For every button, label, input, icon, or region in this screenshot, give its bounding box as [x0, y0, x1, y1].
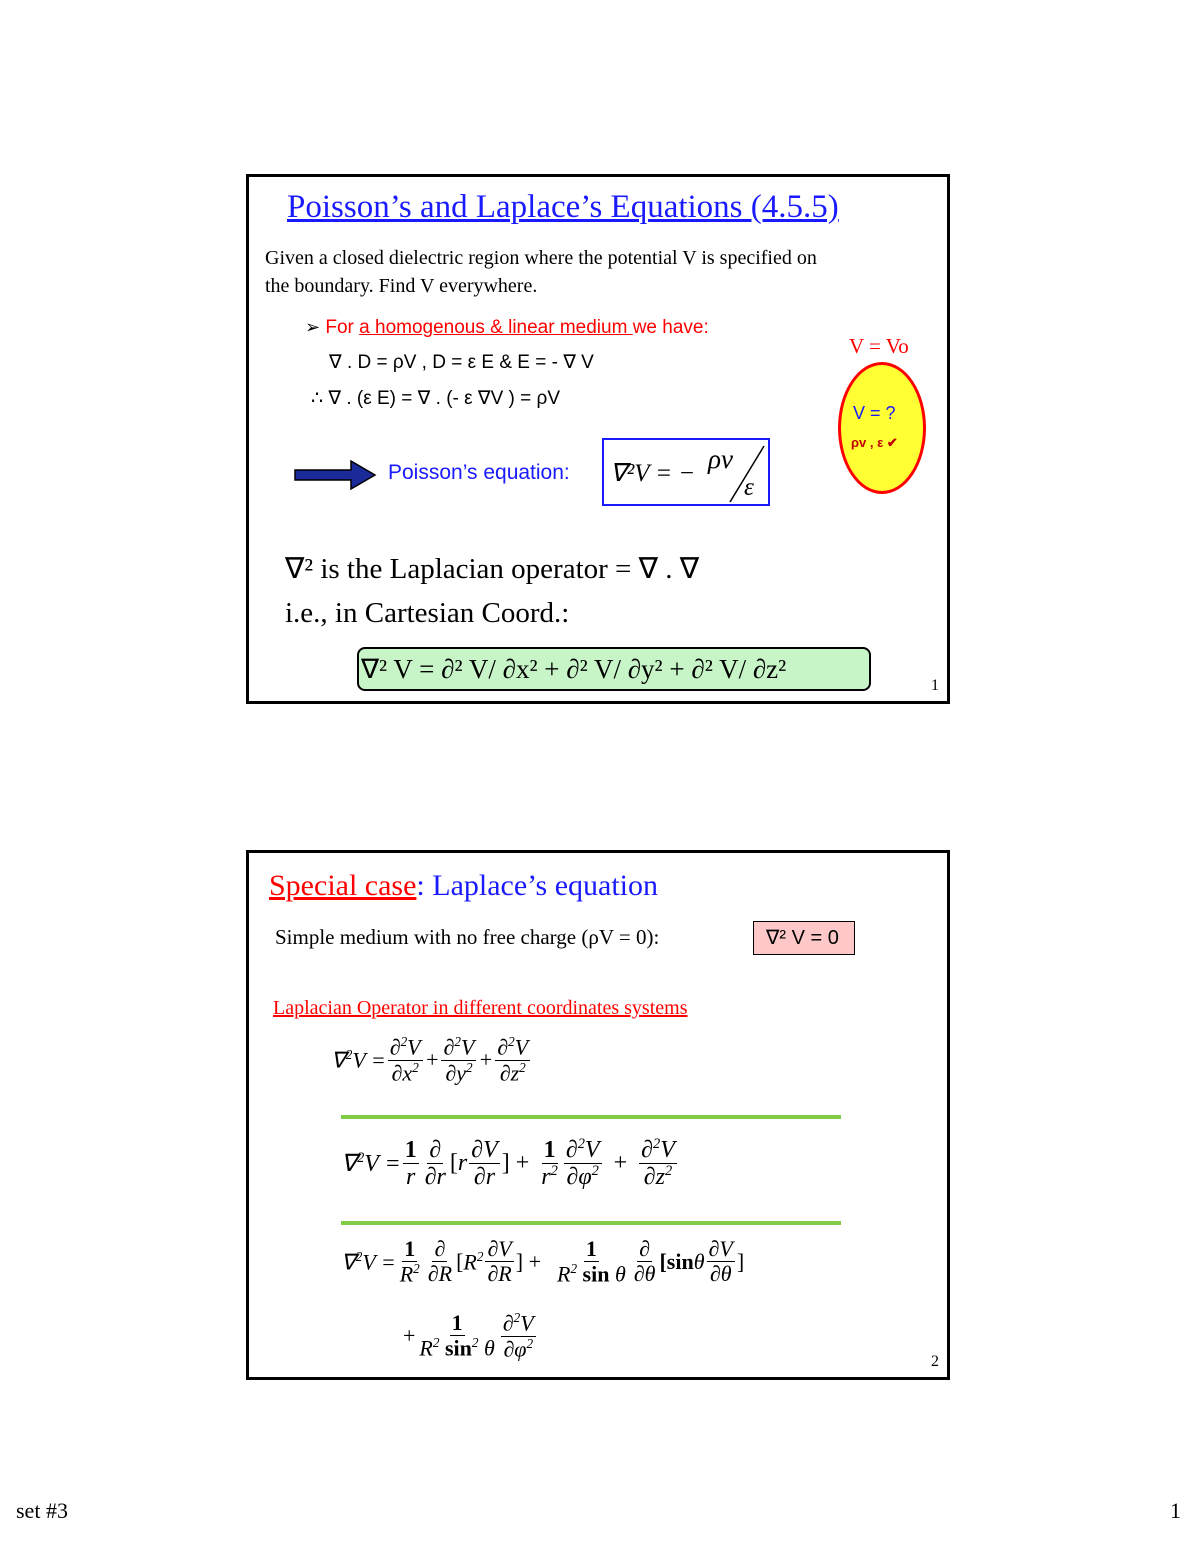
footer-set-label: set #3: [16, 1498, 68, 1523]
spherical-laplacian-line-1: ∇$^2$V = $\frac{1}{R^2}$ $\frac{\partial}{\partial R}$ [ $R^2$ $\frac{\partial V}{\partial R}$ ] + $\frac{1}{R^2 \sin \theta}$ $\frac{\partial}{\partial\theta}$ [sin θ $\frac{\partial V}{\partial\theta}$ ]: [341, 1236, 745, 1287]
slide-2-number: 2: [931, 1353, 939, 1370]
laplace-equation-box: ∇² V = 0: [753, 921, 855, 955]
simple-medium-text: Simple medium with no free charge (ρV = 0):: [275, 925, 660, 949]
poisson-numerator: ρv: [708, 444, 733, 474]
laplacian-line: ∇² is the Laplacian operator = ∇ . ∇: [285, 553, 700, 585]
footer-page-number: 1: [1170, 1498, 1181, 1523]
special-case-label: Special case: [269, 869, 417, 902]
poisson-lhs: ∇²V = −: [610, 460, 696, 487]
poisson-denominator: ε: [744, 474, 754, 501]
arrow-bullet-icon: ➢: [305, 317, 321, 337]
equation-line-2: ∴ ∇ . (ε E) = ∇ . (- ε ∇V ) = ρV: [311, 388, 560, 409]
bullet-line: [305, 317, 709, 339]
bullet-prefix: For: [325, 317, 360, 338]
boundary-label: V = Vo: [849, 334, 909, 358]
slide-1-number: 1: [931, 677, 939, 694]
cartesian-equation-box: ∇² V = ∂² V/ ∂x² + ∂² V/ ∂y² + ∂² V/ ∂z²: [357, 647, 871, 691]
equation-line-1: ∇ . D = ρV , D = ε E & E = - ∇ V: [329, 352, 594, 373]
laplace-title: : Laplace’s equation: [416, 869, 658, 902]
ellipse-known: ρv , ε ✔: [851, 435, 898, 450]
slide-2: [246, 850, 950, 1380]
laplacian-subheading: Laplacian Operator in different coordinates systems: [273, 997, 688, 1019]
right-arrow-icon: [293, 459, 379, 491]
cartesian-laplacian: ∇$^2$V = $\frac{\partial^2V}{\partial x^2}$ + $\frac{\partial^2V}{\partial y^2}$ + $\frac{\partial^2V}{\partial z^2}$: [331, 1034, 529, 1085]
poisson-equation-box: [602, 438, 770, 506]
slide-2-title: [269, 869, 658, 903]
cartesian-line: i.e., in Cartesian Coord.:: [285, 597, 570, 629]
ellipse-unknown: V = ?: [853, 403, 896, 423]
bullet-suffix: we have:: [632, 317, 709, 338]
intro-line-2: the boundary. Find V everywhere.: [265, 275, 538, 297]
cylindrical-laplacian: ∇$^2$V = $\frac{1}{r}$ $\frac{\partial}{\partial r}$ [ r $\frac{\partial V}{\partial r}$ ] + $\frac{1}{r^2}$ $\frac{\partial^2V}{\partial\varphi^2}$ + $\frac{\partial^2V}{\partial z^2}$: [341, 1136, 675, 1191]
spherical-laplacian-line-2: + $\frac{1}{R^2 \sin^2 \theta}$ $\frac{\partial^2V}{\partial\varphi^2}$: [403, 1310, 534, 1361]
intro-line-1: Given a closed dielectric region where the potential V is specified on: [265, 247, 817, 269]
slide-1: [246, 174, 950, 704]
slide-1-title: Poisson’s and Laplace’s Equations (4.5.5): [287, 189, 839, 225]
divider-1: [341, 1115, 841, 1119]
poisson-label: Poisson’s equation:: [388, 461, 570, 484]
bullet-underlined: a homogenous & linear medium: [359, 317, 633, 338]
divider-2: [341, 1221, 841, 1225]
region-ellipse: [838, 362, 926, 494]
